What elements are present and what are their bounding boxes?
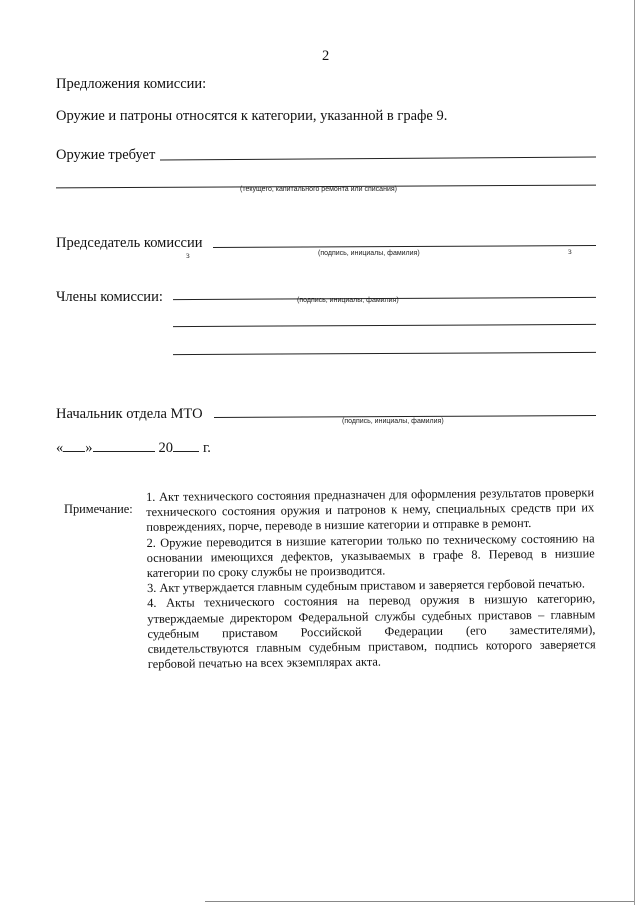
page-edge: [634, 0, 635, 905]
head-label: Начальник отдела МТО: [56, 406, 203, 422]
notes-block: [146, 485, 596, 672]
bottom-edge: [205, 901, 634, 902]
date-month-blank: [93, 441, 155, 452]
members-signature-line-2: [173, 324, 596, 327]
date-line: [56, 440, 211, 457]
members-label: Члены комиссии:: [56, 289, 163, 305]
date-year-prefix: 20: [158, 440, 173, 456]
page-number: 2: [322, 48, 330, 64]
date-year-suffix: г.: [203, 440, 211, 456]
repair-hint: (текущего, капитального ремонта или списания): [240, 186, 397, 193]
requires-line: [160, 156, 596, 160]
chairman-hint: (подпись, инициалы, фамилия): [318, 250, 420, 257]
scan-speck: ɜ: [186, 250, 190, 260]
note-item: 4. Акты технического состояния на перевод оружия в низшую категорию, утверждаемые директором Федеральной службы судебных приставов – главным судебным приставом Российской Федерации (его заместителями), свидетельствуются главным судебным приставом, подпись которого заверяется гербовой печатью на всех экземплярах акта.: [147, 591, 596, 672]
category-statement: Оружие и патроны относятся к категории, указанной в графе 9.: [56, 108, 448, 124]
scan-speck: ɜ: [568, 246, 572, 256]
chairman-signature-line: [213, 245, 596, 248]
date-year-blank: [173, 441, 199, 452]
note-item: 2. Оружие переводится в низшие категории только по техническому состоянию на основании имеющихся дефектов, указываемых в графе 8. Перевод в низшие категории по сроку службы не производится.: [146, 530, 595, 581]
date-day-blank: [63, 441, 85, 452]
note-item: 1. Акт технического состояния предназначен для оформления результатов проверки технического состояния оружия и патронов к нему, специальных средств при их повреждениях, порче, переводе в низшие категории и отправке в ремонт.: [146, 485, 595, 535]
date-open-quote: «: [56, 440, 64, 456]
members-hint: (подпись, инициалы, фамилия): [297, 297, 399, 304]
note-item: 3. Акт утверждается главным судебным приставом и заверяется гербовой печатью.: [146, 576, 586, 596]
requires-label: Оружие требует: [56, 147, 156, 163]
members-signature-line-3: [173, 352, 596, 355]
chairman-label: Председатель комиссии: [56, 235, 203, 251]
note-label: Примечание:: [64, 502, 133, 516]
date-close-quote: »: [85, 440, 93, 456]
commission-proposals-heading: Предложения комиссии:: [56, 76, 207, 92]
head-hint: (подпись, инициалы, фамилия): [342, 418, 444, 425]
